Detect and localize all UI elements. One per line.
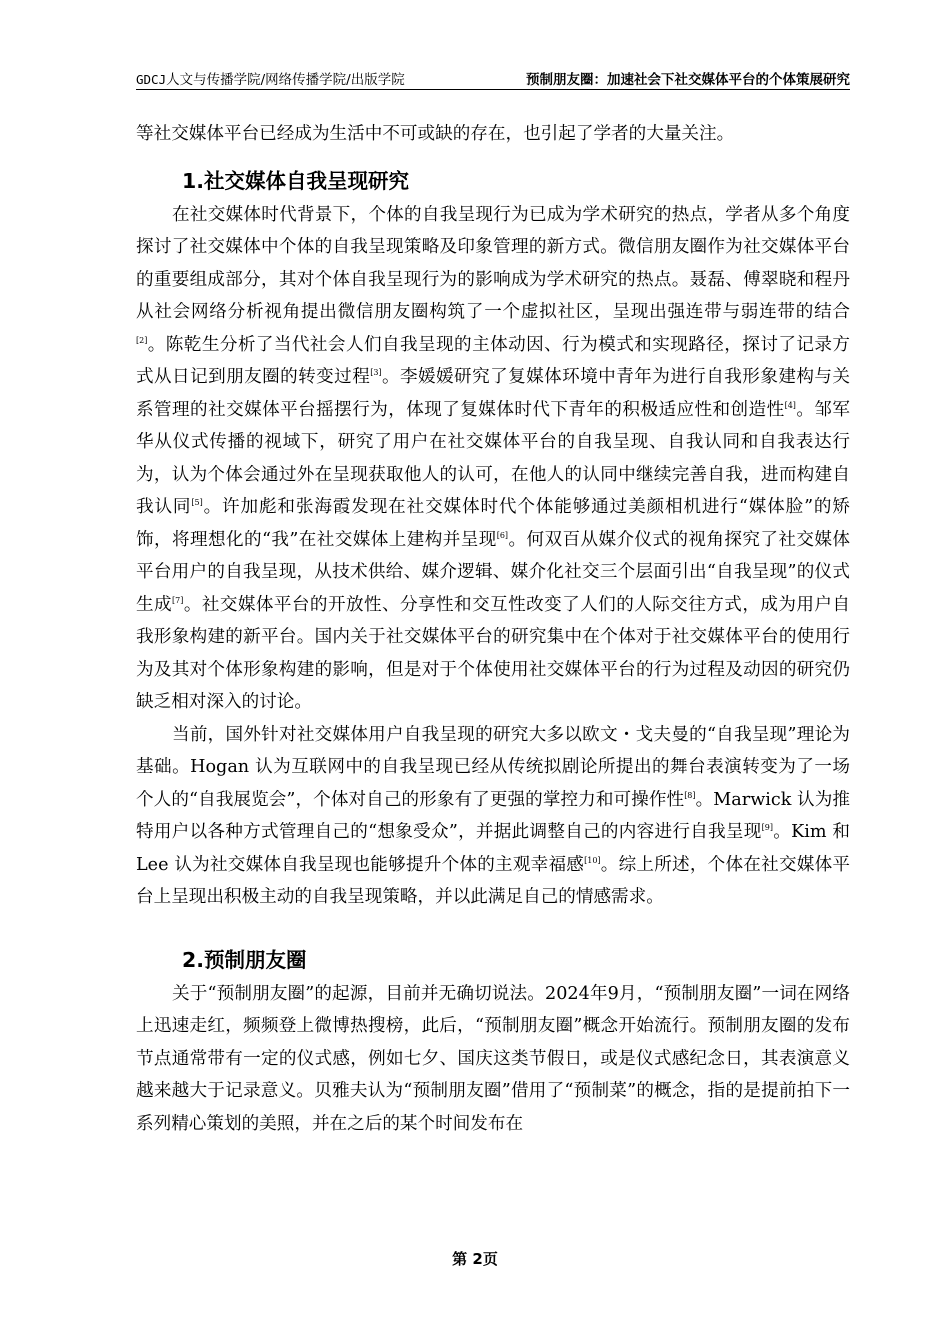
citation-6[interactable]: [6] <box>496 530 509 540</box>
citation-8[interactable]: [8] <box>684 790 696 800</box>
paragraph-self-presentation-foreign <box>136 719 850 914</box>
text-run: 。陈乾生分析了当代社会人们自我呈现的主体动因、行为模式和实现路径，探讨了记录方式从日记到朋友圈的转变过程 <box>136 334 850 387</box>
paragraph-prefab-moments: 关于“预制朋友圈”的起源，目前并无确切说法。2024年9月，“预制朋友圈”一词在网络上迅速走红，频频登上微博热搜榜，此后，“预制朋友圈”概念开始流行。预制朋友圈的发布节点通常带有一定的仪式感，例如七夕、国庆这类节假日，或是仪式感纪念日，其表演意义越来越大于记录意义。贝雅夫认为“预制朋友圈”借用了“预制菜”的概念，指的是提前拍下一系列精心策划的美照，并在之后的某个时间发布在 <box>136 983 850 1134</box>
citation-7[interactable]: [7] <box>172 595 184 605</box>
header-journal-code: GDCJ <box>136 72 167 87</box>
paragraph-continuation: 等社交媒体平台已经成为生活中不可或缺的存在，也引起了学者的大量关注。 <box>136 124 735 144</box>
text-run: 。综上所述，个体在社交媒体平台上呈现出积极主动的自我呈现策略，并以此满足自己的情感需求。 <box>136 854 850 907</box>
citation-10[interactable]: [10] <box>584 855 601 865</box>
page-number: 第 2页 <box>452 1250 498 1268</box>
text-run: 。Marwick 认为推特用户以各种方式管理自己的“想象受众”，并据此调整自己的内容进行自我呈现 <box>136 789 850 842</box>
text-run: 。李媛媛研究了复媒体环境中青年为进行自我形象建构与关系管理的社交媒体平台摇摆行为，体现了复媒体时代下青年的积极适应性和创造性 <box>136 367 850 420</box>
header-left <box>136 68 405 88</box>
header-rule <box>136 89 850 90</box>
section-heading-1: 1.社交媒体自我呈现研究 <box>182 168 410 193</box>
text-run: 。邹军华从仪式传播的视域下，研究了用户在社交媒体平台的自我呈现、自我认同和自我表达行为，认为个体会通过外在呈现获取他人的认可，在他人的认同中继续完善自我，进而构建自我认同 <box>136 399 850 517</box>
citation-9[interactable]: [9] <box>761 823 773 832</box>
page-body <box>136 118 850 1140</box>
section-heading-2: 2.预制朋友圈 <box>182 947 307 972</box>
text-run: 。许加彪和张海霞发现在社交媒体时代个体能够通过美颜相机进行“媒体脸”的矫饰，将理想化的“我”在社交媒体上建构并呈现 <box>136 497 850 550</box>
header-college-name: 人文与传播学院/网络传播学院/出版学院 <box>166 72 405 88</box>
running-header <box>136 68 850 88</box>
text-run: 。何双百从媒介仪式的视角探究了社交媒体平台用户的自我呈现，从技术供给、媒介逻辑、媒介化社交三个层面引出“自我呈现”的仪式生成 <box>136 529 850 615</box>
text-run: 。社交媒体平台的开放性、分享性和交互性改变了人们的人际交往方式，成为用户自我形象构建的新平台。国内关于社交媒体平台的研究集中在个体对于社交媒体平台的使用行为及其对个体形象构建的影响，但是对于个体使用社交媒体平台的行为过程及动因的研究仍缺乏相对深入的讨论。 <box>136 594 850 712</box>
citation-3[interactable]: [3] <box>370 368 382 377</box>
paragraph-self-presentation-domestic <box>136 199 850 719</box>
text-run: 当前，国外针对社交媒体用户自我呈现的研究大多以欧文・戈夫曼的“自我呈现”理论为基础。Hogan 认为互联网中的自我呈现已经从传统拟剧论所提出的舞台表演转变为了一场个人的“自我展览会”，个体对自己的形象有了更强的掌控力和可操作性 <box>136 724 850 810</box>
citation-2[interactable]: [2] <box>136 335 148 345</box>
text-run: 。Kim 和 Lee 认为社交媒体自我呈现也能够提升个体的主观幸福感 <box>136 822 851 875</box>
citation-4[interactable]: [4] <box>784 400 796 410</box>
header-paper-title: 预制朋友圈：加速社会下社交媒体平台的个体策展研究 <box>526 72 850 88</box>
text-run: 在社交媒体时代背景下，个体的自我呈现行为已成为学术研究的热点，学者从多个角度探讨了社交媒体中个体的自我呈现策略及印象管理的新方式。微信朋友圈作为社交媒体平台的重要组成部分，其对个体自我呈现行为的影响成为学术研究的热点。聂磊、傅翠晓和程丹从社会网络分析视角提出微信朋友圈构筑了一个虚拟社区，呈现出强连带与弱连带的结合 <box>136 204 850 322</box>
citation-5[interactable]: [5] <box>191 498 203 507</box>
